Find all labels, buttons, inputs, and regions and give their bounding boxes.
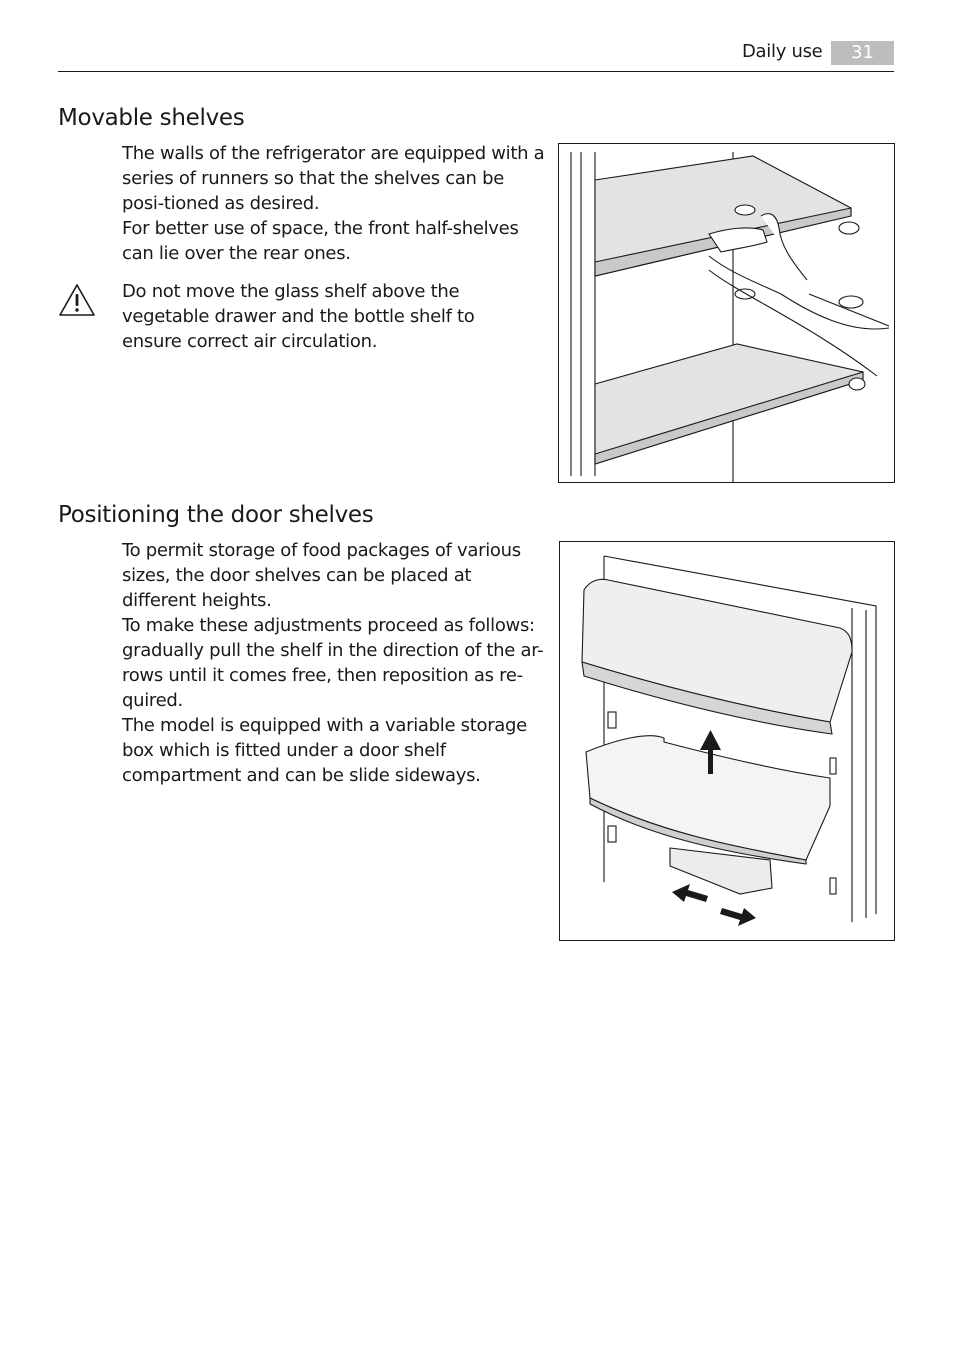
figure-movable-shelves <box>558 143 895 483</box>
section-body-door-shelves <box>122 538 547 788</box>
figure-door-shelves <box>559 541 895 941</box>
warning-text: Do not move the glass shelf above the vegetable drawer and the bottle shelf to ensure correct air circulation. <box>122 281 475 352</box>
header-rule <box>58 71 894 72</box>
paragraph: The model is equipped with a variable storage box which is fitted under a door shelf compartment and can be slide sideways. <box>122 715 527 786</box>
section-title-movable-shelves: Movable shelves <box>58 105 245 131</box>
section-body-movable-shelves <box>122 141 547 266</box>
paragraph: For better use of space, the front half-shelves can lie over the rear ones. <box>122 218 519 264</box>
page-number: 31 <box>831 41 894 65</box>
paragraph: To make these adjustments proceed as follows: gradually pull the shelf in the direction of the ar-rows until it comes free, then reposition as re-quired. <box>122 615 544 711</box>
section-title-door-shelves: Positioning the door shelves <box>58 502 374 528</box>
shelf-illustration <box>559 144 894 482</box>
running-header-section: Daily use <box>742 41 823 62</box>
door-shelf-illustration <box>560 542 894 940</box>
paragraph: The walls of the refrigerator are equipped with a series of runners so that the shelves can be posi-tioned as desired. <box>122 143 545 214</box>
warning-triangle-icon <box>58 283 96 317</box>
paragraph: To permit storage of food packages of various sizes, the door shelves can be placed at different heights. <box>122 540 521 611</box>
